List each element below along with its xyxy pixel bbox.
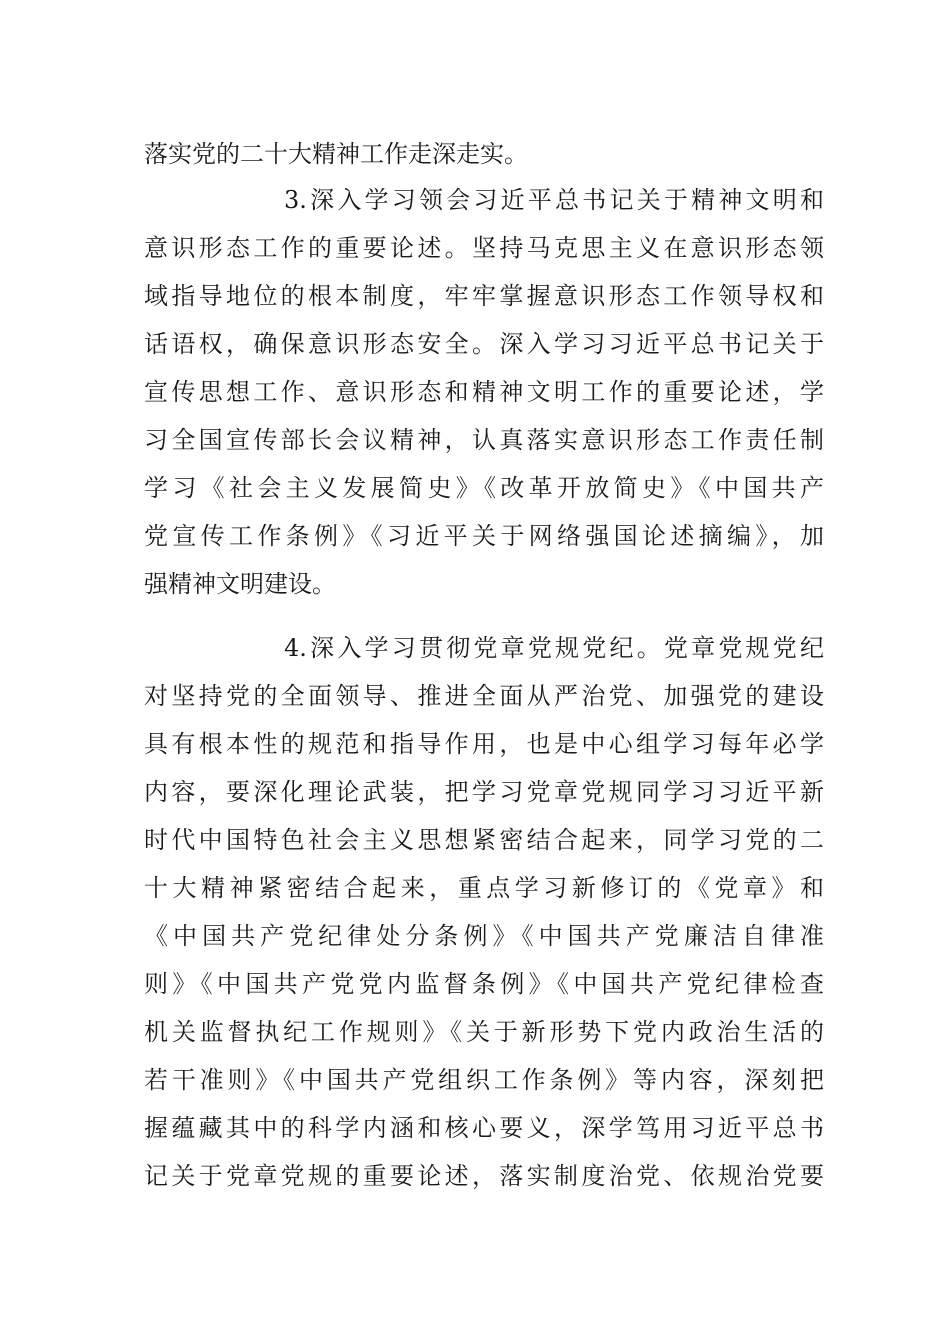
text-line: 若干准则》《中国共产党组织工作条例》等内容，深刻把 [144, 1066, 824, 1094]
text-line: 时代中国特色社会主义思想紧密结合起来，同学习党的二 [144, 826, 824, 854]
paragraph-2 [144, 176, 824, 608]
text-line: 意识形态工作的重要论述。坚持马克思主义在意识形态领 [144, 234, 824, 262]
paragraph-1 [144, 130, 824, 178]
text-line: 话语权，确保意识形态安全。深入学习习近平总书记关于 [144, 330, 824, 358]
text-line: 记关于党章党规的重要论述，落实制度治党、依规治党要 [144, 1162, 824, 1190]
text-line: 具有根本性的规范和指导作用，也是中心组学习每年必学 [144, 730, 824, 758]
text-line: 机关监督执纪工作规则》《关于新形势下党内政治生活的 [144, 1018, 824, 1046]
text-line: 宣传思想工作、意识形态和精神文明工作的重要论述，学 [144, 378, 824, 406]
text-line: 十大精神紧密结合起来，重点学习新修订的《党章》和 [144, 874, 824, 902]
text-line: 习全国宣传部长会议精神，认真落实意识形态工作责任制 [144, 426, 824, 454]
text-line: 内容，要深化理论武装，把学习党章党规同学习习近平新 [144, 778, 824, 806]
paragraph-3 [144, 624, 824, 1200]
text-line: 《中国共产党纪律处分条例》《中国共产党廉洁自律准 [144, 922, 824, 950]
text-line: 党宣传工作条例》《习近平关于网络强国论述摘编》，加 [144, 522, 824, 550]
text-line: 学习《社会主义发展简史》《改革开放简史》《中国共产 [144, 474, 824, 502]
text-line: 则》《中国共产党党内监督条例》《中国共产党纪律检查 [144, 970, 824, 998]
text-line: 3.深入学习领会习近平总书记关于精神文明和 [284, 186, 824, 214]
text-line: 落实党的二十大精神工作走深走实。 [144, 140, 528, 168]
text-line: 握蕴藏其中的科学内涵和核心要义，深学笃用习近平总书 [144, 1114, 824, 1142]
text-line: 对坚持党的全面领导、推进全面从严治党、加强党的建设 [144, 682, 824, 710]
text-line: 域指导地位的根本制度，牢牢掌握意识形态工作领导权和 [144, 282, 824, 310]
text-line: 4.深入学习贯彻党章党规党纪。党章党规党纪 [284, 634, 824, 662]
text-line: 强精神文明建设。 [144, 570, 336, 598]
